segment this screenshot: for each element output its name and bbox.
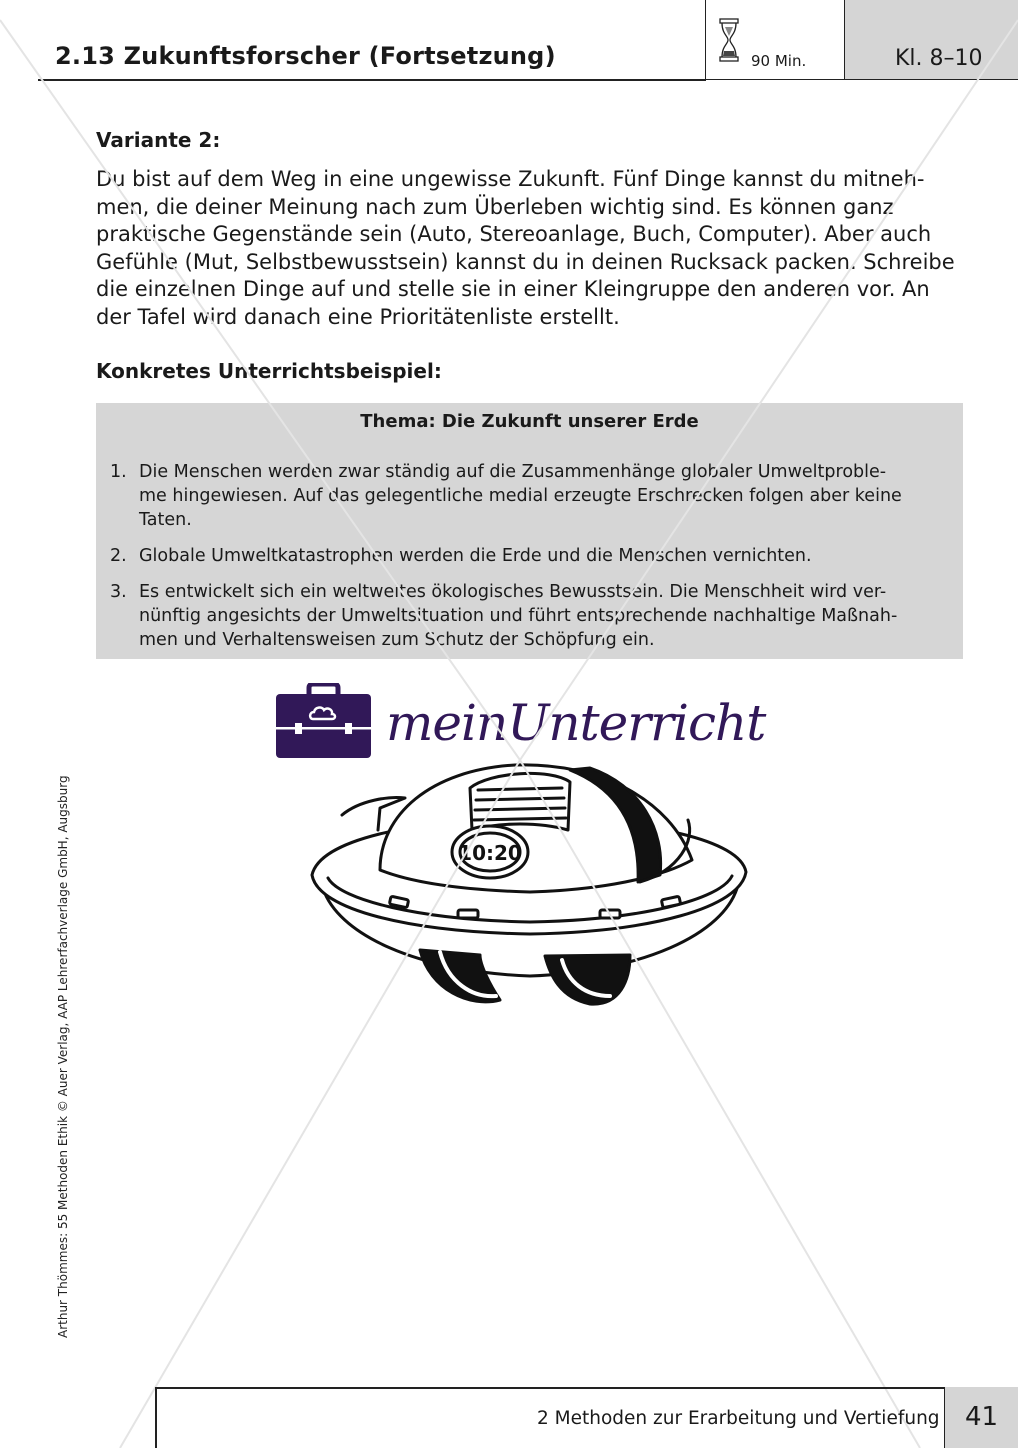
list-item-line: nünftig angesichts der Umweltsituation und führt entsprechende nachhaltige Maßnah-	[139, 606, 898, 626]
duration-box	[705, 0, 845, 80]
example-box	[96, 403, 963, 659]
list-item-line: Globale Umweltkatastrophen werden die Erde und die Menschen vernichten.	[139, 546, 812, 566]
ufo-clock-text: 10:20	[458, 841, 522, 865]
ufo-illustration	[300, 760, 760, 1020]
paragraph-line: praktische Gegenstände sein (Auto, Stereoanlage, Buch, Computer). Aber auch	[96, 222, 932, 246]
footer-divider-left	[155, 1387, 157, 1448]
header-divider	[38, 79, 706, 81]
chapter-title: 2 Methoden zur Erarbeitung und Vertiefung	[537, 1408, 940, 1429]
briefcase-icon	[276, 683, 371, 758]
list-item-line: Es entwickelt sich ein weltweites ökologisches Bewusstsein. Die Menschheit wird ver-	[139, 582, 887, 602]
list-item-line: men und Verhaltensweisen zum Schutz der Schöpfung ein.	[139, 630, 655, 650]
example-box-title: Thema: Die Zukunft unserer Erde	[360, 411, 699, 432]
list-item-number: 3.	[110, 582, 127, 602]
page-number: 41	[965, 1402, 999, 1432]
list-item-text	[139, 460, 963, 532]
list-item-number: 1.	[110, 462, 127, 482]
class-level-label: Kl. 8–10	[895, 46, 983, 71]
list-item-text	[139, 544, 963, 568]
paragraph-line: Gefühle (Mut, Selbstbewusstsein) kannst du in deinen Rucksack packen. Schreibe	[96, 249, 955, 274]
variant-heading: Variante 2:	[96, 128, 221, 152]
paragraph-line: der Tafel wird danach eine Prioritätenliste erstellt.	[96, 304, 620, 329]
paragraph-line: die einzelnen Dinge auf und stelle sie in einer Kleingruppe den anderen vor. An	[96, 277, 930, 301]
hourglass-icon	[719, 18, 739, 62]
example-heading: Konkretes Unterrichtsbeispiel:	[96, 359, 442, 383]
class-level-box	[845, 0, 1018, 80]
page-title: 2.13 Zukunftsforscher (Fortsetzung)	[55, 42, 556, 70]
list-item	[96, 544, 963, 568]
list-item-line: Die Menschen werden zwar ständig auf die Zusammenhänge globaler Umweltproble-	[139, 462, 887, 482]
copyright-credit: Arthur Thömmes: 55 Methoden Ethik © Auer Verlag, AAP Lehrerfachverlage GmbH, Augsburg	[56, 775, 70, 1338]
paragraph-line: men, die deiner Meinung nach zum Überleben wichtig sind. Es können ganz	[96, 194, 894, 219]
duration-label: 90 Min.	[751, 52, 807, 70]
logo-text: meinUnterricht	[386, 694, 766, 752]
paragraph-line: Du bist auf dem Weg in eine ungewisse Zukunft. Fünf Dinge kannst du mitneh-	[96, 167, 925, 191]
list-item-text	[139, 580, 963, 652]
footer-divider	[155, 1387, 1018, 1389]
list-item-number: 2.	[110, 546, 127, 566]
list-item	[96, 580, 963, 652]
variant-paragraph	[96, 166, 966, 331]
list-item	[96, 460, 963, 532]
list-item-line: Taten.	[139, 510, 192, 530]
list-item-line: me hingewiesen. Auf das gelegentliche medial erzeugte Erschrecken folgen aber keine	[139, 486, 902, 506]
page-number-box	[944, 1387, 1018, 1448]
example-list	[96, 460, 963, 664]
page-header	[0, 0, 1018, 80]
